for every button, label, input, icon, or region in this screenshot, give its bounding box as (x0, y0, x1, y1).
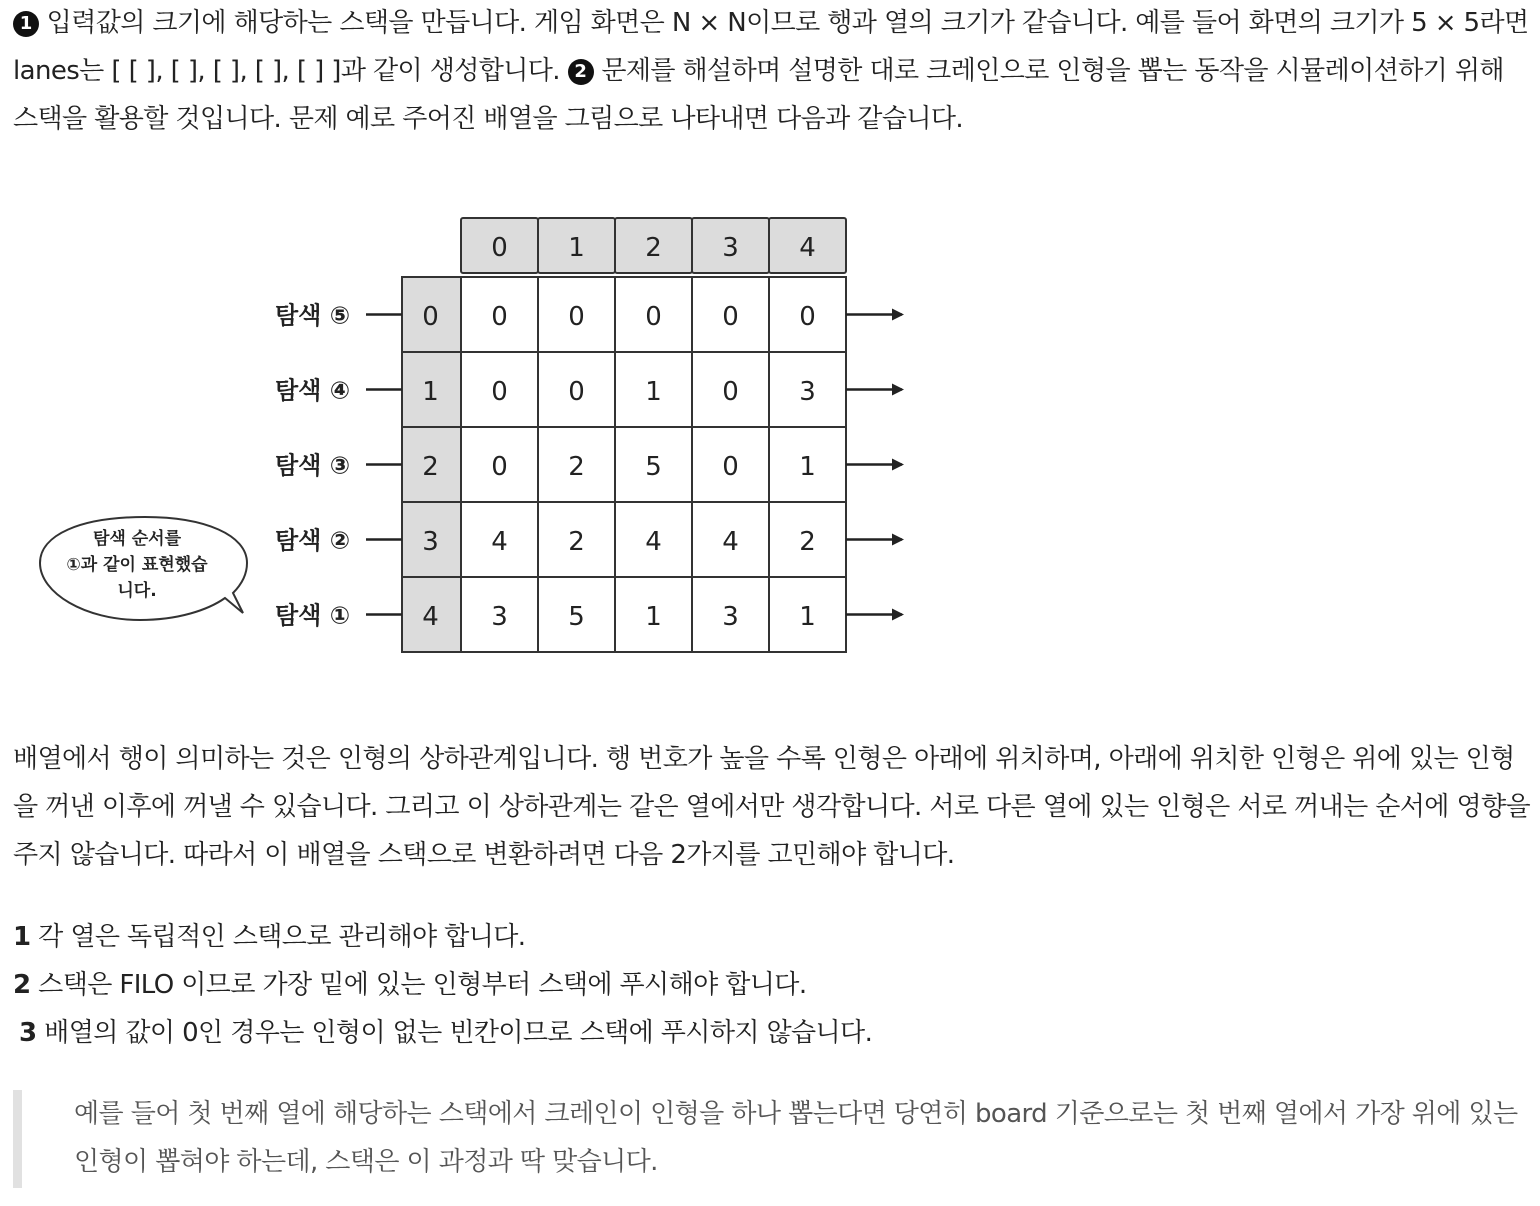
list-item-1 (13, 913, 525, 961)
list-num-2: 2 (13, 970, 31, 1000)
row-header-label: 2 (422, 452, 439, 482)
column-header-label: 1 (568, 233, 585, 263)
search-label: 탐색 ① (275, 601, 351, 630)
column-headers (461, 218, 846, 273)
board-cell-value: 3 (799, 377, 816, 407)
bubble-line-1: 탐색 순서를 (92, 529, 182, 549)
intro-paragraph (13, 0, 1533, 143)
board-figure (0, 200, 1540, 680)
board-cell-value: 0 (722, 302, 739, 332)
board-cell-value: 4 (645, 527, 662, 557)
board-cell-value: 1 (645, 377, 662, 407)
list-num-3: 3 (19, 1018, 37, 1048)
blockquote-text: 예를 들어 첫 번째 열에 해당하는 스택에서 크레인이 인형을 하나 뽑는다면 당연히 board 기준으로는 첫 번째 열에서 가장 위에 있는 인형이 뽑혀야 하는데, 스택은 이 과정과 딱 맞습니다. (74, 1099, 1518, 1177)
search-label: 탐색 ② (275, 526, 351, 555)
bubble-line-2: ①과 같이 표현했습 (66, 555, 208, 575)
row-header-label: 0 (422, 302, 439, 332)
board-cell-value: 0 (568, 302, 585, 332)
row-arrows (846, 315, 902, 615)
list-item-3 (19, 1009, 872, 1057)
board-cell-value: 0 (568, 377, 585, 407)
board-cell-value: 0 (799, 302, 816, 332)
column-header-label: 4 (799, 233, 816, 263)
blockquote (13, 1090, 1533, 1188)
bubble-line-3: 니다. (117, 581, 157, 601)
search-label: 탐색 ④ (275, 376, 351, 405)
column-header-label: 2 (645, 233, 662, 263)
board-cell-value: 0 (491, 377, 508, 407)
list-text-1: 각 열은 독립적인 스택으로 관리해야 합니다. (38, 922, 526, 952)
board-cell-value: 4 (722, 527, 739, 557)
search-labels (275, 302, 402, 630)
search-label: 탐색 ③ (275, 451, 351, 480)
list-text-2: 스택은 FILO 이므로 가장 밑에 있는 인형부터 스택에 푸시해야 합니다. (38, 970, 807, 1000)
board-cell-value: 0 (722, 452, 739, 482)
bullet-2: 2 (568, 59, 594, 85)
board-cell-value: 3 (491, 602, 508, 632)
board-cell-value: 0 (722, 377, 739, 407)
column-header-label: 0 (491, 233, 508, 263)
board-cell-value: 4 (491, 527, 508, 557)
intro-part-2: 문제를 해설하며 설명한 대로 크레인으로 인형을 뽑는 동작을 시뮬레이션하기 위해 스택을 활용할 것입니다. 문제 예로 주어진 배열을 그림으로 나타내면 다음과 같습니다. (13, 56, 1504, 134)
row-headers (402, 277, 461, 652)
list-num-1: 1 (13, 922, 31, 952)
speech-bubble (40, 517, 247, 620)
list-text-3: 배열의 값이 0인 경우는 인형이 없는 빈칸이므로 스택에 푸시하지 않습니다. (44, 1018, 873, 1048)
body-paragraph: 배열에서 행이 의미하는 것은 인형의 상하관계입니다. 행 번호가 높을 수록 인형은 아래에 위치하며, 아래에 위치한 인형은 위에 있는 인형을 꺼낸 이후에 꺼낼 수 있습니다. 그리고 이 상하관계는 같은 열에서만 생각합니다. 서로 다른 열에 있는 인형은 서로 꺼내는 순서에 영향을 주지 않습니다. 따라서 이 배열을 스택으로 변환하려면 다음 2가지를 고민해야 합니다. (13, 744, 1531, 870)
list-item-2 (13, 961, 806, 1009)
board-cell-value: 3 (722, 602, 739, 632)
row-header-label: 4 (422, 602, 439, 632)
row-header-label: 1 (422, 377, 439, 407)
board-cell-value: 0 (491, 452, 508, 482)
bullet-1: 1 (13, 11, 39, 37)
board-grid (461, 277, 846, 652)
board-cell-value: 0 (645, 302, 662, 332)
board-cell-value: 1 (645, 602, 662, 632)
board-cell-value: 2 (568, 527, 585, 557)
column-header-label: 3 (722, 233, 739, 263)
board-cell-value: 1 (799, 602, 816, 632)
search-label: 탐색 ⑤ (275, 301, 351, 330)
intro-part-1: 입력값의 크기에 해당하는 스택을 만듭니다. 게임 화면은 N × N이므로 행과 열의 크기가 같습니다. 예를 들어 화면의 크기가 5 × 5라면 lanes는 [ [ ], [ ], [ ], [ ], [ ] ]과 같이 생성합니다. (13, 8, 1529, 86)
board-cell-value: 1 (799, 452, 816, 482)
board-cell-value: 0 (491, 302, 508, 332)
row-header-label: 3 (422, 527, 439, 557)
board-cell-value: 2 (799, 527, 816, 557)
board-cell-value: 5 (645, 452, 662, 482)
board-cell-value: 2 (568, 452, 585, 482)
board-cell-value: 5 (568, 602, 585, 632)
